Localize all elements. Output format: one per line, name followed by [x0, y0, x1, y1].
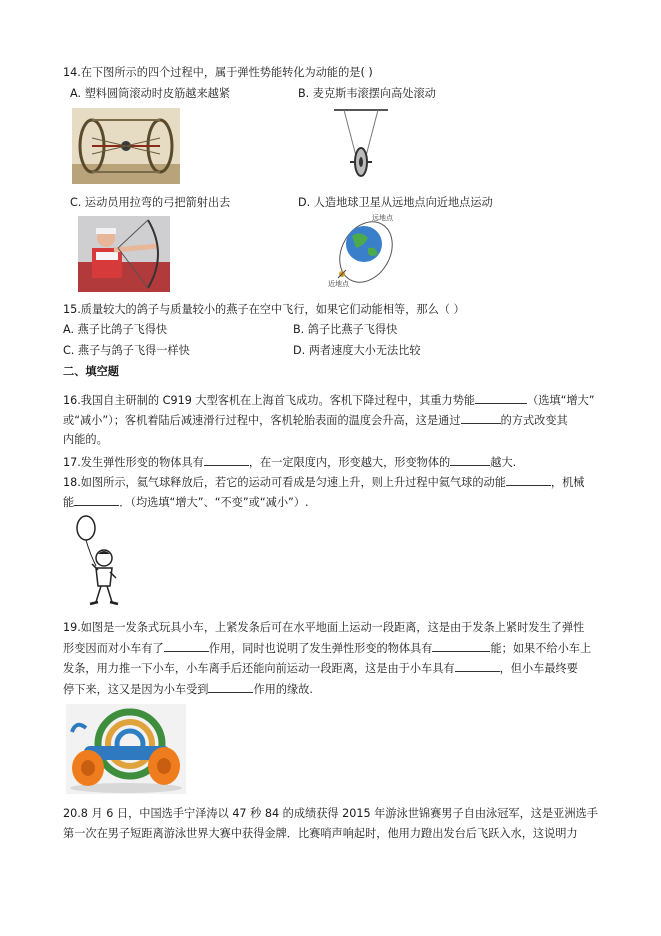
q14-option-a: A. 塑料圆筒滚动时皮筋越来越紧: [70, 87, 231, 100]
maxwell-wheel-image: [328, 106, 394, 182]
archer-image: [78, 216, 170, 292]
q14-option-d: D. 人造地球卫星从远地点向近地点运动: [298, 196, 493, 209]
perigee-label: 近地点: [328, 280, 349, 288]
q16-text-1a: 16.我国自主研制的 C919 大型客机在上海首飞成功。客机下降过程中，其重力势能: [63, 394, 476, 407]
q19-text-2c: 能；如果不给小车上: [490, 642, 592, 655]
q16-text-2a: 或“减小”）；客机着陆后减速滑行过程中，客机轮胎表面的温度会升高，这是通过: [63, 414, 461, 427]
answer-blank[interactable]: [506, 474, 551, 486]
q19-text-2b: 作用，同时也说明了发生弹性形变的物体具有: [208, 642, 433, 655]
q14-option-c: C. 运动员用拉弯的弓把箭射出去: [70, 196, 231, 209]
q15-option-c: C. 燕子与鸽子飞得一样快: [63, 344, 190, 357]
q16-text-1b: （选填“增大”: [527, 394, 595, 407]
q17-text-b: ，在一定限度内，形变越大，形变物体的: [248, 456, 451, 469]
q16-line-3: 内能的。: [63, 433, 108, 446]
q19-line-2: [63, 640, 591, 657]
answer-blank[interactable]: [461, 412, 501, 424]
q15-option-b: B. 鸽子比燕子飞得快: [293, 323, 398, 336]
rolling-cylinder-image: [72, 108, 180, 184]
q14-stem: 14.在下图所示的四个过程中，属于弹性势能转化为动能的是( ): [63, 66, 373, 79]
answer-blank[interactable]: [164, 640, 209, 652]
q19-text-3b: ，但小车最终要: [499, 662, 578, 675]
answer-blank[interactable]: [450, 454, 490, 466]
q18-text-1b: ，机械: [550, 476, 585, 489]
answer-blank[interactable]: [204, 454, 249, 466]
answer-blank[interactable]: [475, 392, 527, 404]
q15-option-a: A. 燕子比鸽子飞得快: [63, 323, 168, 336]
q16-text-2b: 的方式改变其: [500, 414, 568, 427]
q14-option-b: B. 麦克斯韦滚摆向高处滚动: [298, 87, 436, 100]
q18-text-2b: ．（均选填“增大”、“不变”或“减小”）.: [119, 496, 309, 509]
answer-blank[interactable]: [208, 681, 253, 693]
q19-line-1: 19.如图是一发条式玩具小车，上紧发条后可在水平地面上运动一段距离，这是由于发条上紧时发生了弹性: [63, 621, 585, 634]
q17-text-c: 越大.: [490, 456, 517, 469]
q18-line-1: [63, 474, 585, 491]
q18-text-1a: 18.如图所示，氦气球释放后，若它的运动可看成是匀速上升，则上升过程中氦气球的动能: [63, 476, 506, 489]
q16-line-2: [63, 412, 568, 429]
q19-line-3: [63, 660, 578, 677]
q19-text-4b: 作用的缘故.: [253, 683, 313, 696]
answer-blank[interactable]: [432, 640, 490, 652]
q19-text-4a: 停下来，这又是因为小车受到: [63, 683, 209, 696]
answer-blank[interactable]: [455, 660, 500, 672]
q20-line-1: 20.8 月 6 日，中国选手宁泽涛以 47 秒 84 的成绩获得 2015 年游泳世锦赛男子自由泳冠军，这是亚洲选手: [63, 807, 598, 820]
q16-line-1: [63, 392, 595, 409]
wind-up-toy-car-image: [66, 704, 186, 794]
satellite-orbit-image: [328, 212, 398, 288]
q20-line-2: 第一次在男子短距离游泳世界大赛中获得金牌．比赛哨声响起时，他用力蹬出发台后飞跃入水，这说明力: [63, 827, 578, 840]
q19-line-4: [63, 681, 313, 698]
q19-text-3a: 发条，用力推一下小车，小车离手后还能向前运动一段距离，这是由于小车具有: [63, 662, 455, 675]
section-heading-fill-in: 二、填空题: [63, 365, 119, 378]
q18-text-2a: 能: [63, 496, 75, 509]
apogee-label: 远地点: [372, 214, 393, 222]
q17-line: [63, 454, 516, 471]
answer-blank[interactable]: [74, 494, 119, 506]
q19-text-2a: 形变因而对小车有了: [63, 642, 164, 655]
q17-text-a: 17.发生弹性形变的物体具有: [63, 456, 204, 469]
balloon-child-image: [74, 514, 124, 610]
q18-line-2: [63, 494, 309, 511]
q15-stem: 15.质量较大的鸽子与质量较小的燕子在空中飞行，如果它们动能相等，那么（ ）: [63, 303, 465, 316]
q15-option-d: D. 两者速度大小无法比较: [293, 344, 421, 357]
